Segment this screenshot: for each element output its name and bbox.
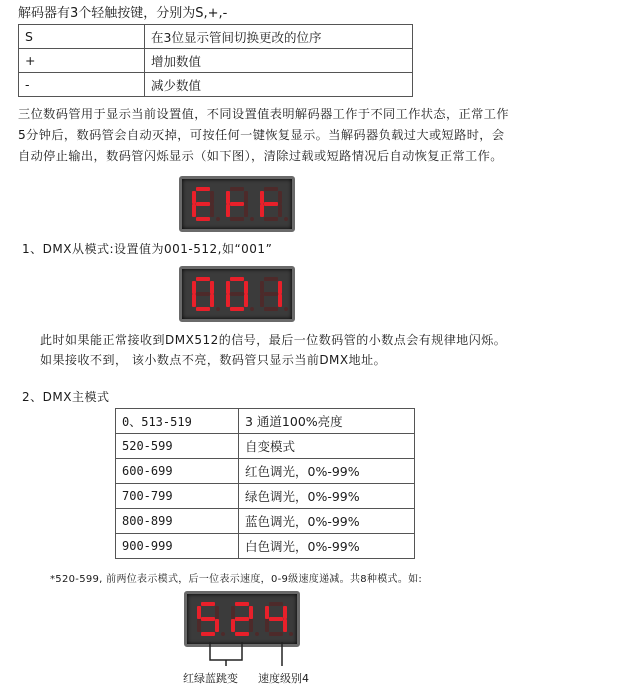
digit-1 <box>260 277 288 311</box>
table-row <box>19 73 413 97</box>
intro-paragraph <box>18 104 614 167</box>
decimal-point <box>284 307 288 311</box>
digit-2 <box>231 602 259 636</box>
table-row <box>116 409 415 434</box>
page-heading: 解码器有3个轻触按键，分别为S,+,- <box>18 6 228 21</box>
segment-e <box>231 619 235 632</box>
segment-b <box>244 191 248 204</box>
segment-d <box>235 632 249 636</box>
digit-R <box>226 187 254 221</box>
key-cell: - <box>19 73 145 97</box>
intro-line: 5分钟后，数码管会自动灭掉，可按任何一键恢复显示。当解码器负载过大或短路时，会 <box>18 128 505 142</box>
segment-a <box>201 602 215 606</box>
segment-f <box>265 606 269 619</box>
key-cell: + <box>19 49 145 73</box>
segment-c <box>249 619 253 632</box>
digit-4 <box>265 602 293 636</box>
segment-c <box>283 619 287 632</box>
mode-cell: 绿色调光，0%-99% <box>239 484 415 509</box>
table-row <box>116 459 415 484</box>
segment-e <box>197 619 201 632</box>
segment-a <box>230 187 244 191</box>
range-cell: 520-599 <box>116 434 239 459</box>
mode-bracket <box>210 642 242 666</box>
segment-e <box>265 619 269 632</box>
slave-mode-note <box>40 330 506 370</box>
master-mode-footnote: *520-599, 前两位表示模式，后一位表示速度，0-9级速度递减。共8种模式。如: <box>50 574 423 585</box>
segment-b <box>249 606 253 619</box>
segment-c <box>210 294 214 307</box>
led-display-error <box>179 176 295 232</box>
table-row <box>19 49 413 73</box>
slave-mode-title: 1、DMX从模式:设置值为001-512,如“001” <box>22 242 273 256</box>
callout-mode-label: 红绿蓝跳变 <box>183 672 238 685</box>
segment-d <box>201 632 215 636</box>
segment-f <box>197 606 201 619</box>
range-cell: 800-899 <box>116 509 239 534</box>
segment-c <box>278 204 282 217</box>
segment-a <box>235 602 249 606</box>
segment-a <box>264 187 278 191</box>
segment-f <box>260 191 264 204</box>
segment-f <box>192 281 196 294</box>
mode-cell: 自变模式 <box>239 434 415 459</box>
segment-b <box>283 606 287 619</box>
segment-e <box>260 204 264 217</box>
segment-g <box>230 202 244 206</box>
intro-line: 自动停止输出，数码管闪烁显示（如下图），清除过载或短路情况后自动恢复正常工作。 <box>18 149 503 163</box>
segment-d <box>196 217 210 221</box>
segment-e <box>226 204 230 217</box>
segment-g <box>201 617 215 621</box>
segment-a <box>196 277 210 281</box>
segment-c <box>244 204 248 217</box>
seven-segment-readout <box>182 269 292 319</box>
segment-e <box>192 294 196 307</box>
segment-f <box>226 191 230 204</box>
segment-c <box>215 619 219 632</box>
segment-c <box>278 294 282 307</box>
segment-d <box>196 307 210 311</box>
seven-segment-readout <box>187 594 297 644</box>
digit-E <box>192 187 220 221</box>
segment-c <box>244 294 248 307</box>
decimal-point <box>221 632 225 636</box>
digit-0 <box>192 277 220 311</box>
key-desc-cell: 减少数值 <box>145 73 413 97</box>
segment-g <box>196 202 210 206</box>
segment-d <box>264 307 278 311</box>
digit-R <box>260 187 288 221</box>
range-cell: 600-699 <box>116 459 239 484</box>
segment-g <box>196 292 210 296</box>
decimal-point <box>216 307 220 311</box>
segment-d <box>230 307 244 311</box>
decimal-point <box>255 632 259 636</box>
range-cell: 0、513-519 <box>116 409 239 434</box>
table-row <box>116 534 415 559</box>
table-row <box>19 25 413 49</box>
segment-b <box>210 281 214 294</box>
segment-e <box>192 204 196 217</box>
segment-e <box>226 294 230 307</box>
segment-b <box>278 281 282 294</box>
digit-5 <box>197 602 225 636</box>
segment-f <box>231 606 235 619</box>
segment-f <box>192 191 196 204</box>
segment-g <box>235 617 249 621</box>
segment-f <box>226 281 230 294</box>
segment-a <box>196 187 210 191</box>
intro-line: 三位数码管用于显示当前设置值，不同设置值表明解码器工作于不同工作状态，正常工作 <box>18 107 509 121</box>
mode-cell: 白色调光，0%-99% <box>239 534 415 559</box>
table-row <box>116 484 415 509</box>
segment-g <box>264 292 278 296</box>
keys-table <box>18 24 413 97</box>
decimal-point <box>250 217 254 221</box>
mode-cell: 红色调光，0%-99% <box>239 459 415 484</box>
table-row <box>116 509 415 534</box>
master-mode-title: 2、DMX主模式 <box>22 390 110 404</box>
segment-b <box>215 606 219 619</box>
segment-g <box>264 202 278 206</box>
callout-speed-label: 速度级别4 <box>258 672 309 685</box>
segment-f <box>260 281 264 294</box>
segment-a <box>269 602 283 606</box>
decimal-point <box>284 217 288 221</box>
segment-b <box>278 191 282 204</box>
segment-c <box>210 204 214 217</box>
mode-cell: 蓝色调光，0%-99% <box>239 509 415 534</box>
segment-a <box>230 277 244 281</box>
key-desc-cell: 增加数值 <box>145 49 413 73</box>
master-modes-table <box>115 408 415 559</box>
range-cell: 900-999 <box>116 534 239 559</box>
decimal-point <box>216 217 220 221</box>
segment-d <box>264 217 278 221</box>
key-desc-cell: 在3位显示管间切换更改的位序 <box>145 25 413 49</box>
callout-brackets <box>200 640 290 670</box>
decimal-point <box>289 632 293 636</box>
segment-a <box>264 277 278 281</box>
segment-d <box>269 632 283 636</box>
segment-g <box>269 617 283 621</box>
segment-b <box>210 191 214 204</box>
range-cell: 700-799 <box>116 484 239 509</box>
note-line: 此时如果能正常接收到DMX512的信号，最后一位数码管的小数点会有规律地闪烁。 <box>40 333 507 347</box>
led-display-example <box>184 591 300 647</box>
key-cell: S <box>19 25 145 49</box>
table-row <box>116 434 415 459</box>
segment-g <box>230 292 244 296</box>
segment-e <box>260 294 264 307</box>
digit-0 <box>226 277 254 311</box>
seven-segment-readout <box>182 179 292 229</box>
segment-d <box>230 217 244 221</box>
decimal-point <box>250 307 254 311</box>
led-display-slave <box>179 266 295 322</box>
mode-cell: 3 通道100%亮度 <box>239 409 415 434</box>
note-line: 如果接收不到， 该小数点不亮，数码管只显示当前DMX地址。 <box>40 353 387 367</box>
segment-b <box>244 281 248 294</box>
